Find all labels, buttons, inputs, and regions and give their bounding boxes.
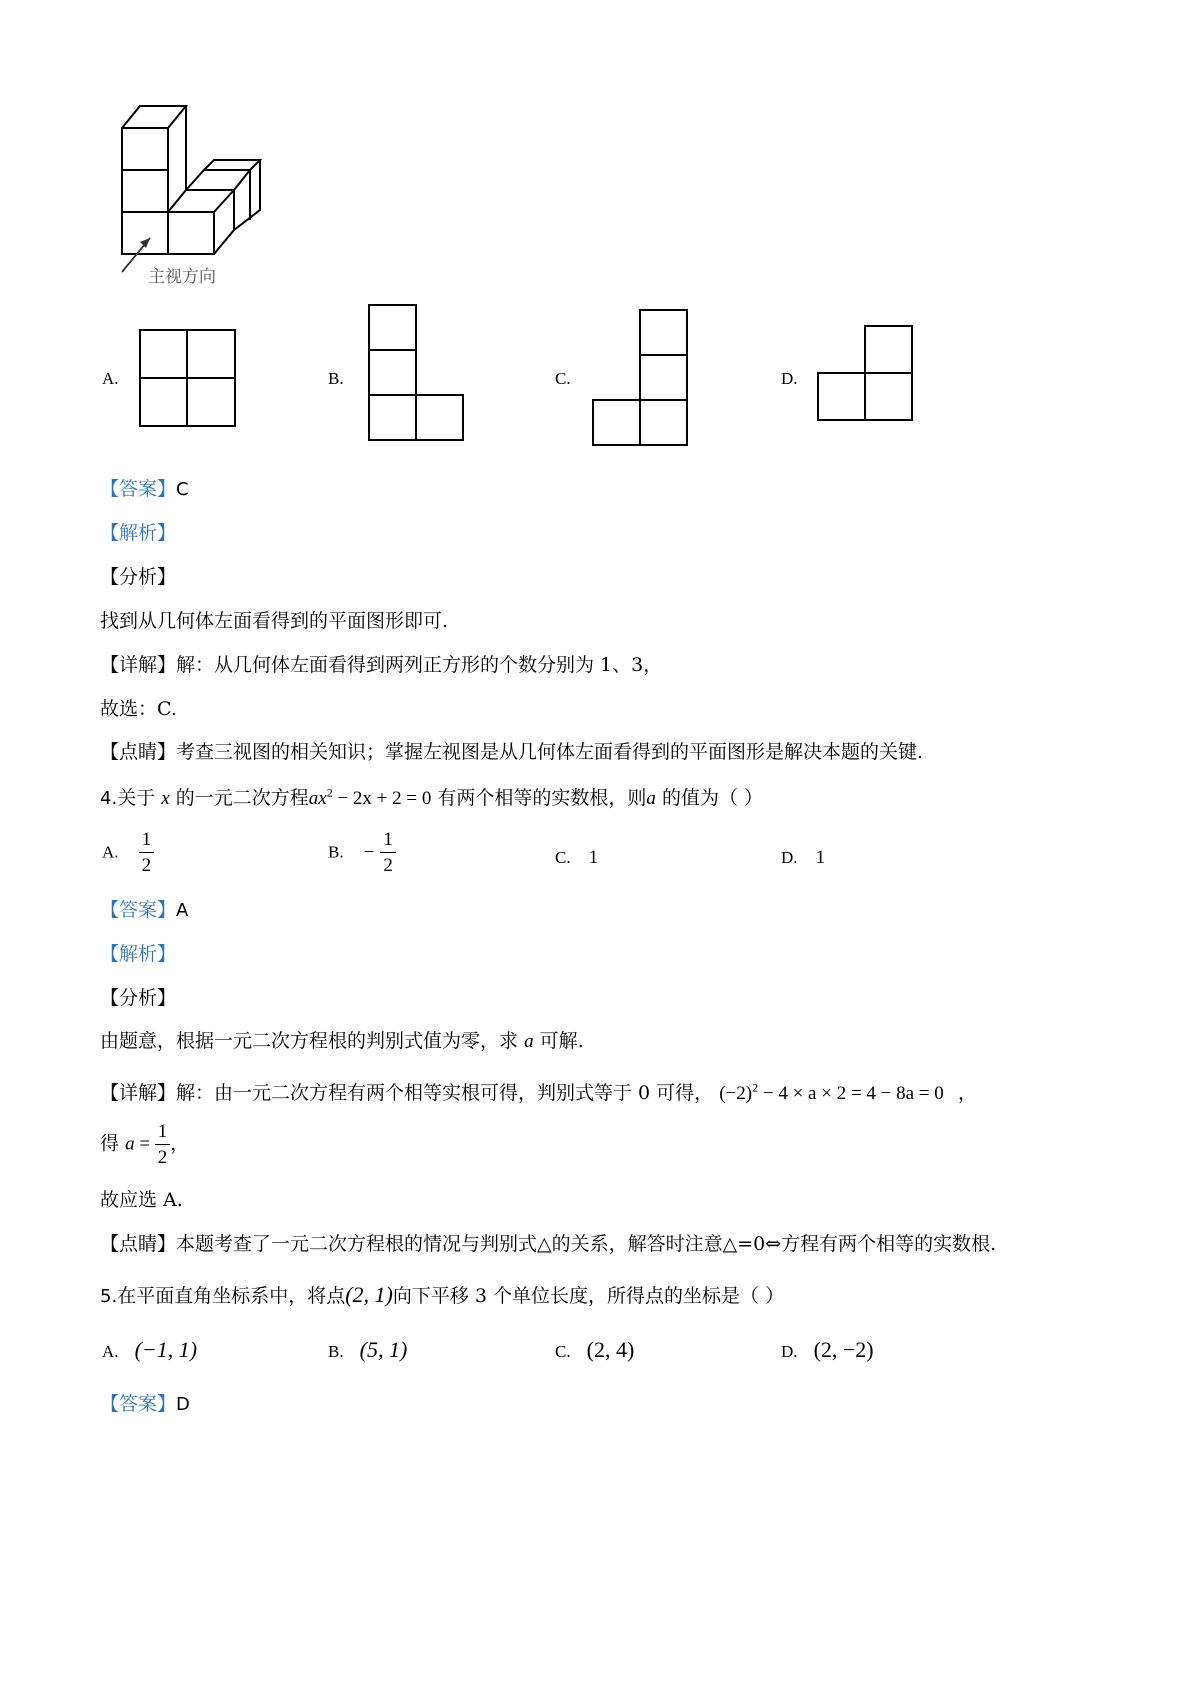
q4-option-c-letter: C. <box>555 848 571 867</box>
q5-option-b-value: (5, 1) <box>359 1337 408 1362</box>
q4-result-num: 1 <box>155 1122 171 1145</box>
q5-option-d-letter: D. <box>781 1342 798 1361</box>
q3-option-a-letter: A. <box>102 369 119 388</box>
q5-option-b <box>328 1337 407 1363</box>
q4-result-var: a <box>125 1133 135 1155</box>
q5-stem-part1: 在平面直角坐标系中，将点 <box>117 1285 346 1307</box>
q3-detail-line <box>100 650 662 677</box>
q4-detail-formula-rest: − 4 × a × 2 = 4 − 8a = 0 <box>758 1083 944 1104</box>
q3-detail-tag: 【详解】 <box>100 654 177 676</box>
q3-fenxi-tag: 【分析】 <box>100 566 177 588</box>
q4-equation-a: ax <box>308 788 327 809</box>
q3-dianjing-text: 考查三视图的相关知识；掌握左视图是从几何体左面看得到的平面图形是解决本题的关键. <box>176 741 924 763</box>
q4-result-fraction <box>155 1122 171 1167</box>
q4-result-den: 2 <box>157 1147 168 1168</box>
q4-fenxi-text-2: 可解. <box>539 1030 584 1052</box>
q3-detail-text: 解：从几何体左面看得到两列正方形的个数分别为 1、3， <box>176 654 663 676</box>
q4-option-b-letter: B. <box>328 842 344 862</box>
q3-option-b-figure <box>368 304 468 444</box>
q4-var-a: a <box>646 788 656 809</box>
q4-fenxi-var: a <box>524 1031 534 1052</box>
q4-answer-line <box>100 895 188 922</box>
q5-answer-tag: 【答案】 <box>100 1393 177 1415</box>
q4-fenxi-text-1: 由题意，根据一元二次方程根的判别式值为零，求 <box>100 1030 519 1052</box>
q4-option-a-fraction <box>139 830 155 875</box>
figure-caption: 主视方向 <box>148 267 216 287</box>
q4-number: 4. <box>100 788 118 809</box>
q3-option-a-figure <box>139 329 239 429</box>
q5-option-c-letter: C. <box>555 1342 571 1361</box>
q4-result-prefix: 得 <box>100 1132 120 1155</box>
q5-option-a-letter: A. <box>102 1342 119 1361</box>
q4-detail-formula-exp: 2 <box>752 1080 759 1095</box>
q3-answer-tag: 【答案】 <box>100 478 177 500</box>
q3-dianjing-line <box>100 737 923 764</box>
q4-option-a-den: 2 <box>141 855 152 876</box>
q4-result-eq: = <box>134 1133 155 1155</box>
q3-option-d-figure <box>817 325 917 425</box>
q4-dianjing-text: 本题考查了一元二次方程根的情况与判别式△的关系，解答时注意△=0⇔方程有两个相等的实数根. <box>176 1233 997 1255</box>
q5-stem <box>100 1281 784 1308</box>
q4-stem-part4: 的值为（ ） <box>661 787 763 809</box>
q4-fenxi-tag: 【分析】 <box>100 987 177 1009</box>
q4-option-d-value: 1 <box>815 847 826 868</box>
q4-answer-tag: 【答案】 <box>100 899 177 921</box>
q3-option-b-letter: B. <box>328 369 344 388</box>
q4-stem <box>100 783 763 810</box>
q5-option-c <box>555 1337 634 1363</box>
q5-option-b-letter: B. <box>328 1342 344 1361</box>
q5-option-d <box>781 1337 874 1363</box>
q4-option-b-num: 1 <box>380 830 396 853</box>
q5-point: (2, 1) <box>345 1282 393 1307</box>
q4-option-d-letter: D. <box>781 848 798 867</box>
q5-option-a-value: (−1, 1) <box>134 1337 198 1362</box>
q3-dianjing-tag: 【点睛】 <box>100 741 177 763</box>
q4-option-d <box>781 846 825 869</box>
q4-result-line <box>100 1122 189 1167</box>
q4-option-a-letter: A. <box>102 842 119 862</box>
q4-var-x: x <box>161 788 170 809</box>
q4-detail-formula-base: (−2) <box>719 1083 753 1104</box>
q3-option-c-figure <box>592 309 692 449</box>
q4-detail-tag: 【详解】 <box>100 1082 177 1104</box>
q4-conclusion: 故应选 A. <box>100 1189 183 1211</box>
q4-option-c <box>555 846 598 869</box>
q5-answer-value: D <box>176 1394 190 1415</box>
q4-analysis-tag: 【解析】 <box>100 943 177 965</box>
q5-answer-line <box>100 1389 190 1416</box>
q5-stem-part2: 向下平移 3 个单位长度，所得点的坐标是（ ） <box>392 1285 785 1307</box>
q4-stem-part3: 有两个相等的实数根，则 <box>437 787 647 809</box>
q4-answer-value: A <box>176 900 189 921</box>
q5-option-a <box>102 1337 197 1363</box>
q4-option-b <box>328 830 396 875</box>
q4-result-suffix: ， <box>170 1132 190 1155</box>
q3-option-c-letter: C. <box>555 369 571 388</box>
q3-answer-value: C <box>176 479 189 500</box>
q4-option-b-fraction <box>380 830 396 875</box>
q5-option-c-value: (2, 4) <box>586 1337 635 1362</box>
q4-dianjing-line <box>100 1229 996 1256</box>
q4-fenxi-line <box>100 1026 584 1053</box>
q5-option-d-value: (2, −2) <box>813 1337 874 1362</box>
q4-detail-text: 解：由一元二次方程有两个相等实根可得，判别式等于 0 可得， <box>176 1082 714 1104</box>
q4-option-a <box>102 830 154 875</box>
q4-option-b-den: 2 <box>383 855 393 876</box>
q4-stem-part1: 关于 <box>117 787 156 809</box>
q4-detail-comma: ， <box>957 1082 977 1104</box>
q5-number: 5. <box>100 1286 118 1307</box>
q4-stem-part2: 的一元二次方程 <box>175 787 309 809</box>
q4-option-a-num: 1 <box>139 830 155 853</box>
q4-equation-rest: − 2x + 2 = 0 <box>332 788 432 809</box>
q3-option-d-letter: D. <box>781 369 798 388</box>
q4-detail-line <box>100 1078 977 1105</box>
q4-equation-exp: 2 <box>326 785 333 800</box>
q3-fenxi-text: 找到从几何体左面看得到的平面图形即可. <box>100 610 449 632</box>
q4-dianjing-tag: 【点睛】 <box>100 1233 177 1255</box>
q4-option-b-sign: − <box>363 841 375 863</box>
q3-answer-line <box>100 474 189 501</box>
q3-conclusion: 故选：C. <box>100 698 177 720</box>
q3-analysis-tag: 【解析】 <box>100 522 177 544</box>
q4-option-c-value: 1 <box>588 847 599 868</box>
